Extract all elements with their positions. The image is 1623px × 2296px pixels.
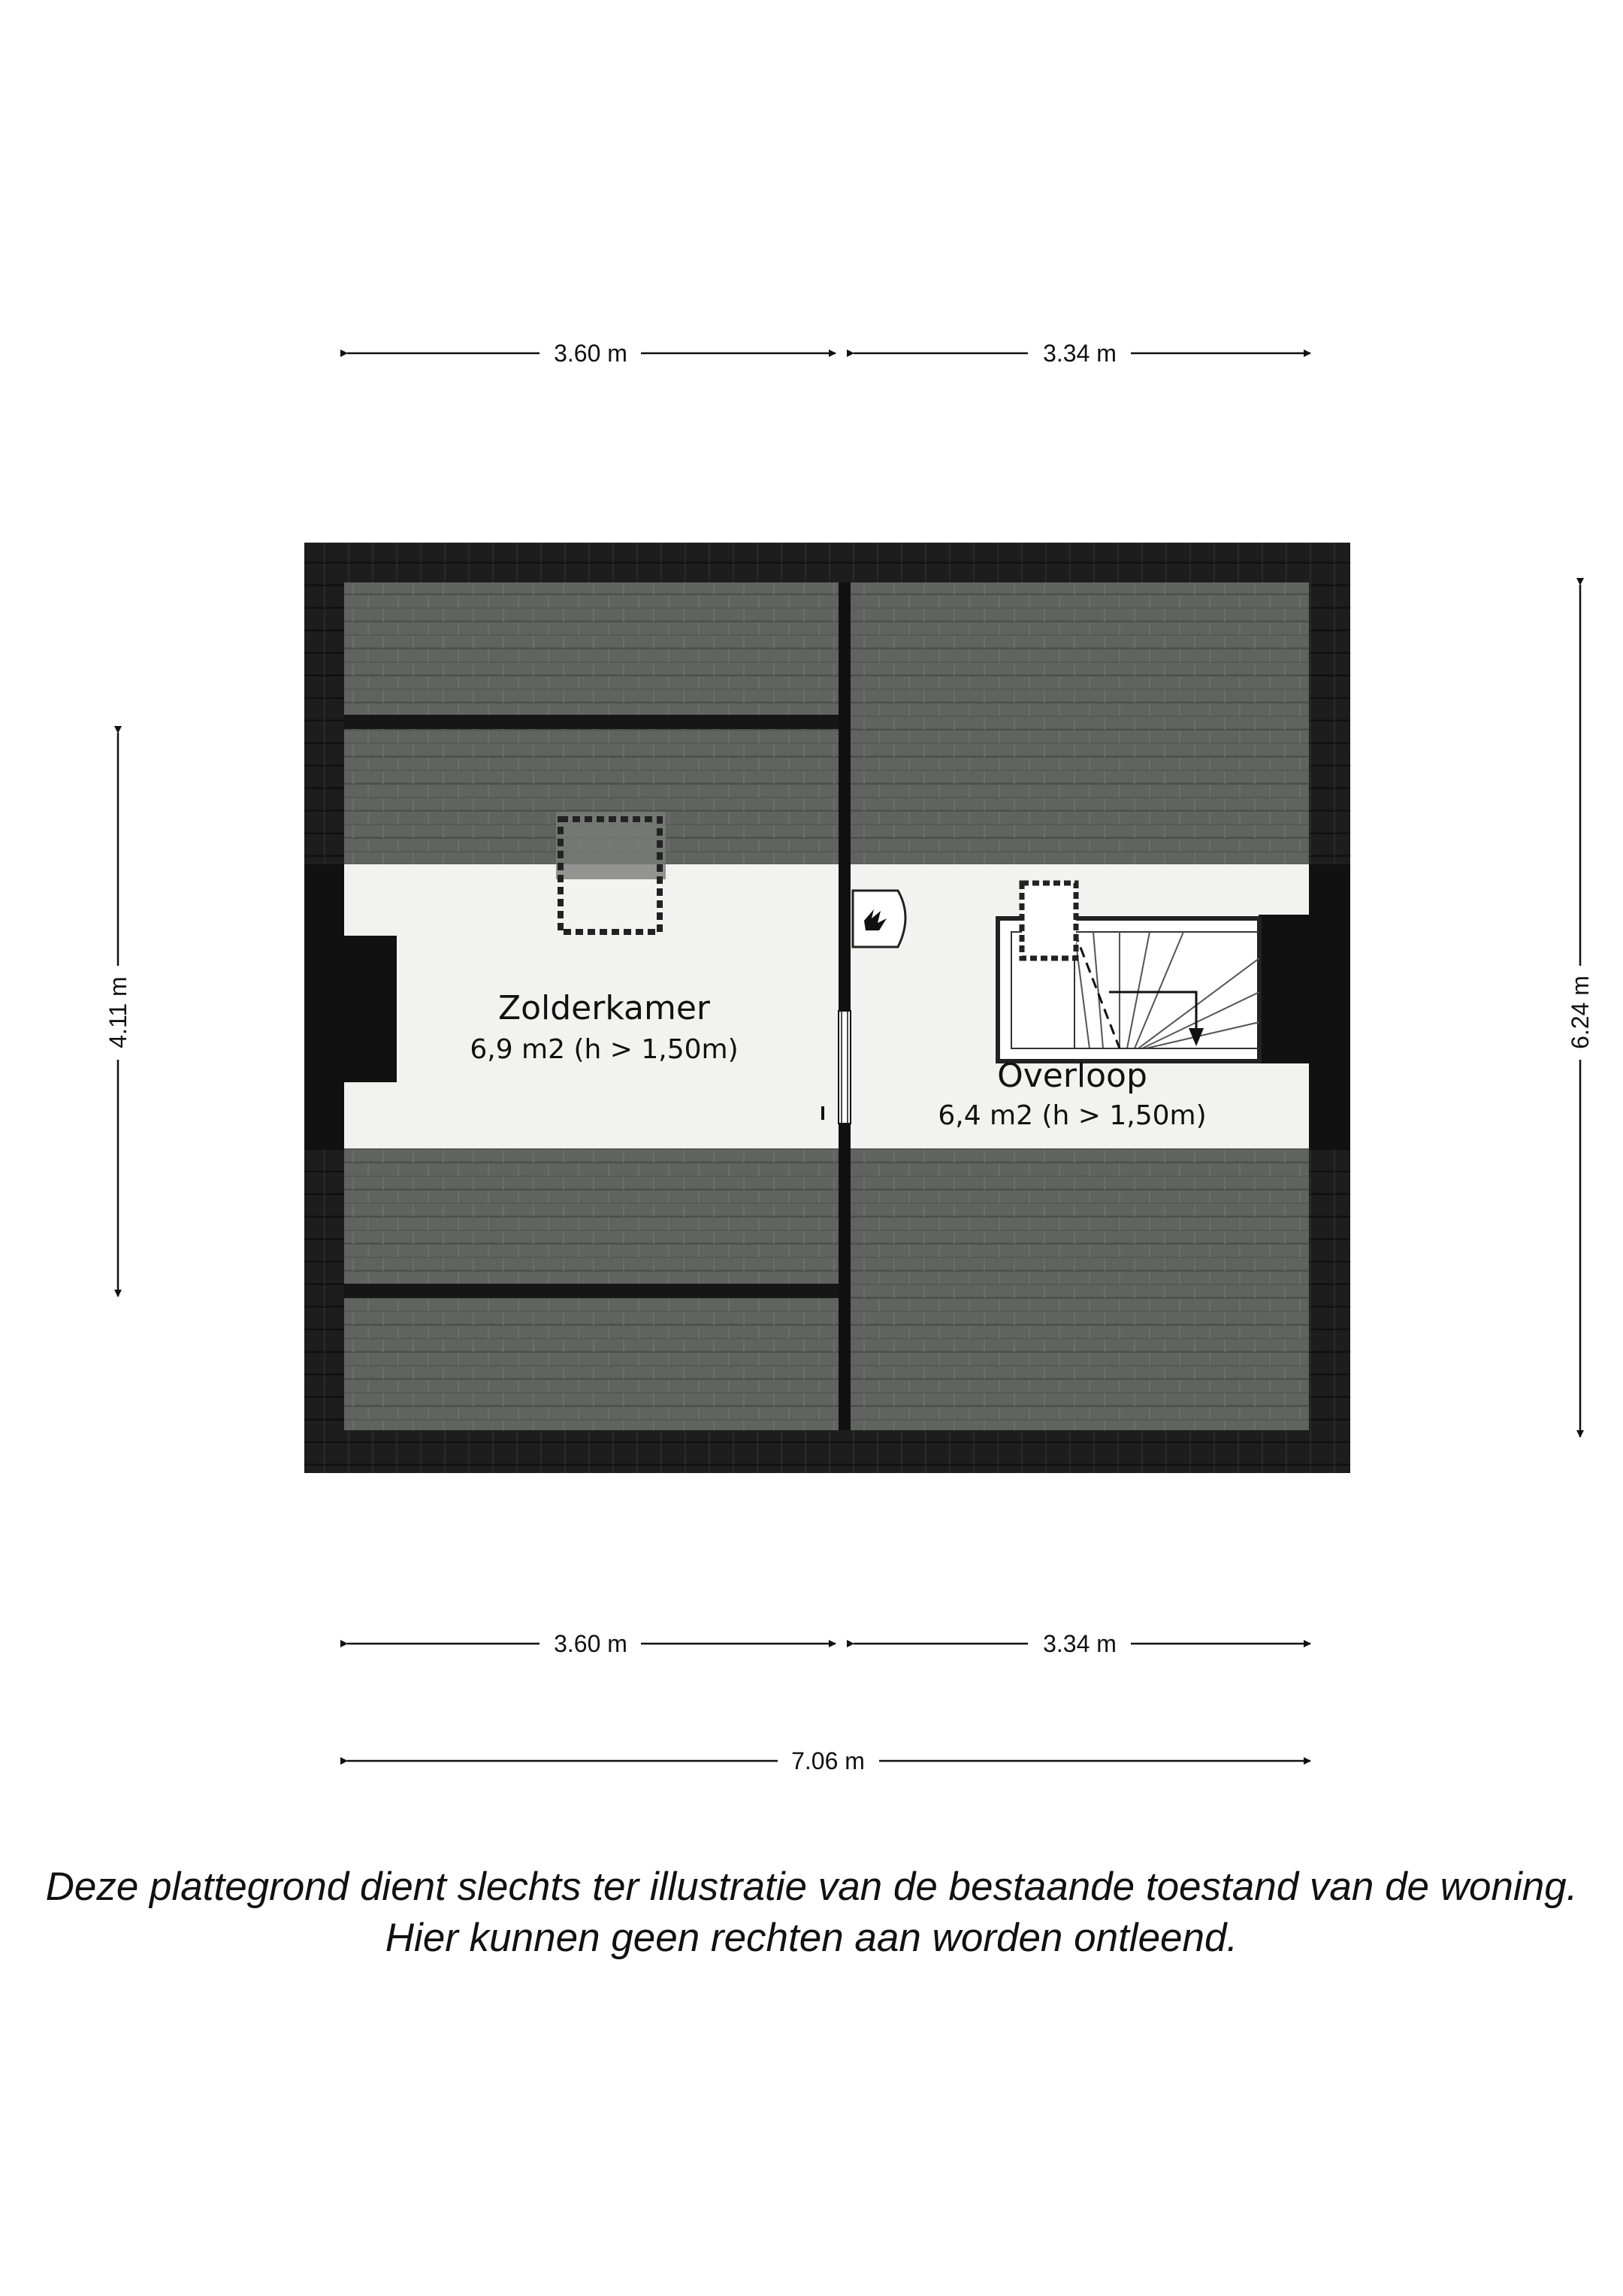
- dim-right-height: 6.24 m: [1567, 976, 1594, 1049]
- wall-right: [1309, 864, 1350, 1148]
- door-stop: [821, 1106, 824, 1120]
- dim-top-right: 3.34 m: [1043, 340, 1117, 367]
- dim-bottom-left: 3.60 m: [554, 1630, 627, 1657]
- dim-left-height: 4.11 m: [104, 976, 131, 1048]
- chimney-left: [344, 936, 397, 1082]
- dim-total-width: 7.06 m: [791, 1747, 865, 1774]
- chimney-right: [1259, 915, 1309, 1063]
- boiler-unit: [853, 891, 905, 947]
- purlin-top: [344, 715, 839, 729]
- wall-left: [304, 864, 344, 1148]
- dim-top-left: 3.60 m: [554, 340, 627, 367]
- dim-bottom-right: 3.34 m: [1043, 1630, 1117, 1657]
- purlin-bottom: [344, 1284, 839, 1298]
- roof-slope-bottom-left-lower: [344, 1298, 839, 1430]
- roof-slope-bottom-left-upper: [344, 1148, 839, 1284]
- room-area-overloop: 6,4 m2 (h > 1,50m): [938, 1100, 1207, 1131]
- partition-wall-upper: [839, 582, 851, 1011]
- partition-wall-lower: [839, 1124, 851, 1430]
- disclaimer-line-1: Deze plattegrond dient slechts ter illustratie van de bestaande toestand van de woning.: [45, 1865, 1578, 1909]
- room-label-overloop: Overloop: [997, 1057, 1147, 1095]
- roof-slope-top-right: [851, 582, 1309, 864]
- room-area-zolderkamer: 6,9 m2 (h > 1,50m): [470, 1034, 739, 1065]
- dimension-bottom: [347, 1644, 1310, 1761]
- room-label-zolderkamer: Zolderkamer: [497, 989, 711, 1027]
- attic-hatch-right: [1022, 883, 1076, 958]
- disclaimer-line-2: Hier kunnen geen rechten aan worden ontleend.: [385, 1916, 1238, 1960]
- roof-slope-top-left-upper: [344, 582, 839, 715]
- door-opening: [839, 1011, 851, 1124]
- roof-slope-bottom-right: [851, 1148, 1309, 1430]
